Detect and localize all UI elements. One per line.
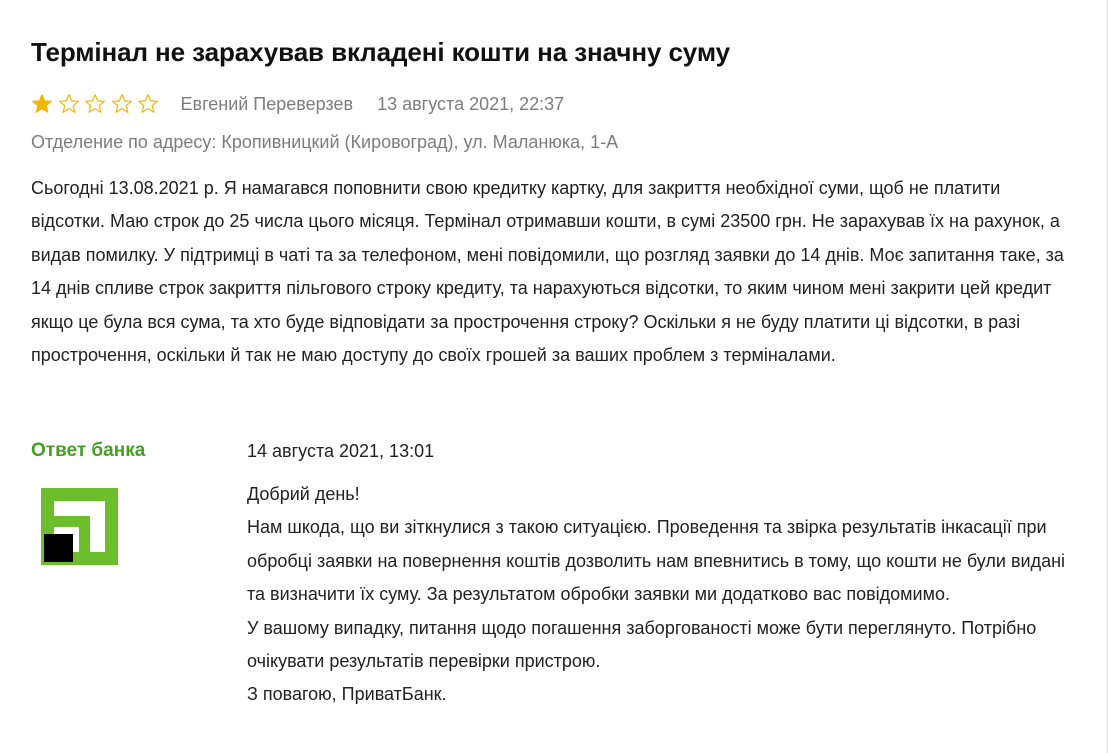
answer-greeting: Добрий день! <box>247 484 360 504</box>
review-meta <box>31 92 1081 116</box>
review-author: Евгений Переверзев <box>180 93 354 114</box>
rating-stars <box>31 93 164 115</box>
branch-address: Отделение по адресу: Кропивницкий (Кировоград), ул. Маланюка, 1-А <box>31 132 619 152</box>
star-outline-icon <box>84 93 106 115</box>
answer-paragraph: Нам шкода, що ви зіткнулися з такою ситуацією. Проведення та звірка результатів інкасації при обробці заявки на повернення коштів дозволить нам впевнитись в тому, що кошти не були видані та визначити їх суму. За результатом обробки заявки ми додатково вас повідомимо. <box>247 517 1066 605</box>
review-text: Сьогодні 13.08.2021 р. Я намагався поповнити свою кредитку картку, для закриття необхідної суми, щоб не платити відсотки. Маю строк до 25 числа цього місяця. Термінал отримавши кошти, в сумі 23500 грн. Не зарахував їх на рахунок, а видав помилку. У підтримці в чаті та за телефоном, мені повідомили, що розгляд заявки до 14 днів. Моє запитання таке, за 14 днів спливе строк закриття пільгового строку кредиту, та нарахуються відсотки, то яким чином мені закрити цей кредит якщо це була вся сума, та хто буде відповідати за прострочення строку? Оскільки я не буду платити ці відсотки, в разі прострочення, оскільки й так не маю доступу до своїх грошей за ваших проблем з терміналами. <box>31 178 1064 366</box>
star-outline-icon <box>137 93 159 115</box>
answer-text <box>247 478 1087 712</box>
star-outline-icon <box>111 93 133 115</box>
privatbank-logo <box>41 488 118 565</box>
review-title: Термінал не зарахував вкладені кошти на значну суму <box>31 37 730 67</box>
answer-signature: З повагою, ПриватБанк. <box>247 684 447 705</box>
answer-label: Ответ банка <box>31 440 146 461</box>
star-filled-icon <box>31 93 53 115</box>
answer-paragraph: У вашому випадку, питання щодо погашення заборгованості може бути переглянуто. Потрібно очікувати результатів перевірки пристрою. <box>247 617 1037 672</box>
star-outline-icon <box>58 93 80 115</box>
review-date: 13 августа 2021, 22:37 <box>377 93 565 114</box>
answer-date: 14 августа 2021, 13:01 <box>247 441 435 461</box>
review-card <box>31 34 1081 372</box>
